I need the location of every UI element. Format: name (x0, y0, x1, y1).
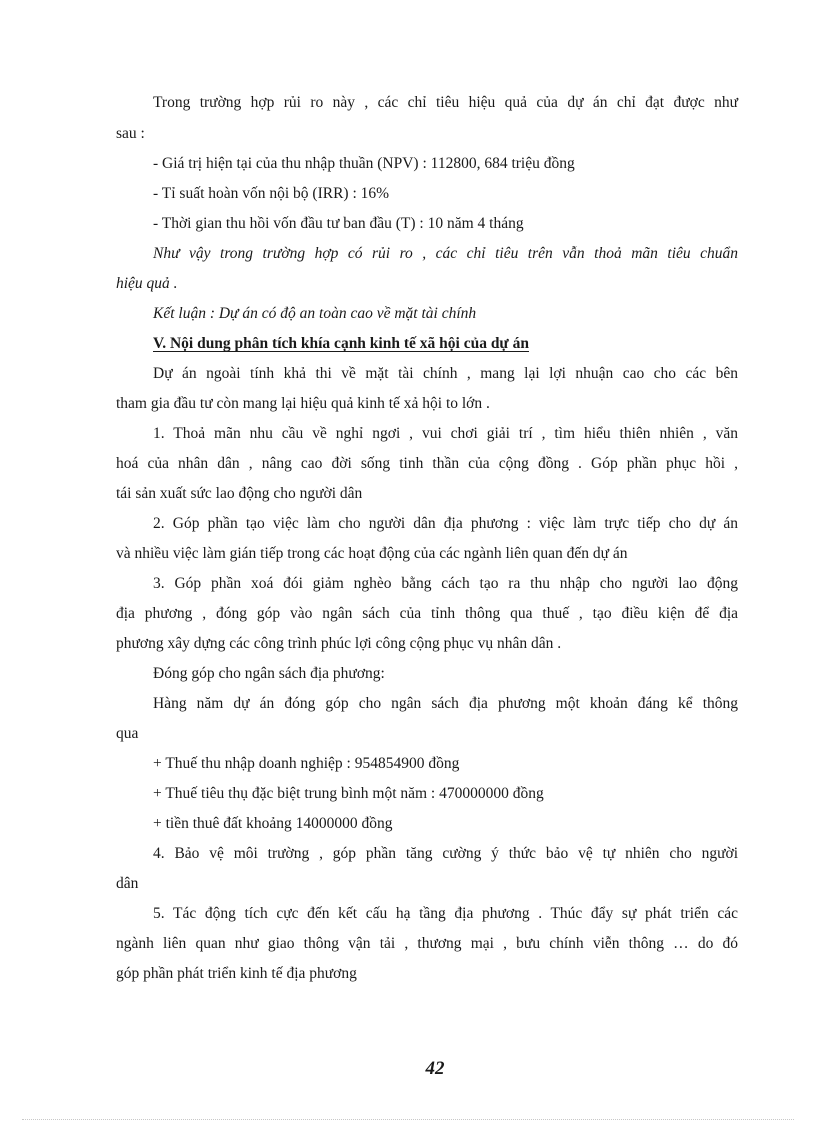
irr-bullet: - Tỉ suất hoàn vốn nội bộ (IRR) : 16% (153, 185, 390, 202)
item-3-line-3: phương xây dựng các công trình phúc lợi công cộng phục vụ nhân dân . (116, 635, 562, 652)
item-1-line-3: tái sản xuất sức lao động cho người dân (116, 485, 363, 502)
footer-divider (22, 1119, 794, 1120)
section-heading: V. Nội dung phân tích khía cạnh kinh tế xã hội của dự án (153, 335, 529, 352)
payback-bullet: - Thời gian thu hồi vốn đầu tư ban đầu (T) : 10 năm 4 tháng (153, 215, 524, 232)
item-4-line-1: 4. Bảo vệ môi trường , góp phần tăng cường ý thức bảo vệ tự nhiên cho người (153, 845, 738, 862)
excise-tax-item: + Thuế tiêu thụ đặc biệt trung bình một năm : 470000000 đồng (153, 785, 544, 802)
item-5-line-3: góp phần phát triển kinh tế địa phương (116, 965, 357, 982)
item-2-line-2: và nhiều việc làm gián tiếp trong các hoạt động của các ngành liên quan đến dự án (116, 545, 628, 562)
item-3-line-1: 3. Góp phần xoá đói giảm nghèo bằng cách tạo ra thu nhập cho người lao động (153, 575, 738, 592)
item-1-line-1: 1. Thoả mãn nhu cầu về nghỉ ngơi , vui chơi giải trí , tìm hiểu thiên nhiên , văn (153, 425, 738, 442)
item-5-line-1: 5. Tác động tích cực đến kết cấu hạ tầng địa phương . Thúc đẩy sự phát triển các (153, 905, 738, 922)
risk-intro-line-2: sau : (116, 125, 145, 142)
item-2-line-1: 2. Góp phần tạo việc làm cho người dân địa phương : việc làm trực tiếp cho dự án (153, 515, 738, 532)
financial-conclusion: Kết luận : Dự án có độ an toàn cao về mặt tài chính (153, 305, 477, 322)
item-5-line-2: ngành liên quan như giao thông vận tải , thương mại , bưu chính viễn thông … do đó (116, 935, 738, 952)
item-1-line-2: hoá của nhân dân , nâng cao đời sống tinh thần của cộng đồng . Góp phần phục hồi , (116, 455, 738, 472)
land-rent-item: + tiền thuê đất khoảng 14000000 đồng (153, 815, 393, 832)
item-4-line-2: dân (116, 875, 139, 892)
corporate-tax-item: + Thuế thu nhập doanh nghiệp : 954854900 đồng (153, 755, 460, 772)
budget-intro-line-1: Hàng năm dự án đóng góp cho ngân sách địa phương một khoản đáng kể thông (153, 695, 738, 712)
risk-conclusion-line-2: hiệu quả . (116, 275, 178, 292)
risk-conclusion-line-1: Như vậy trong trường hợp có rủi ro , các chỉ tiêu trên vẫn thoả mãn tiêu chuẩn (153, 245, 738, 262)
page-number: 42 (425, 1058, 445, 1079)
budget-heading: Đóng góp cho ngân sách địa phương: (153, 665, 385, 682)
risk-intro-line-1: Trong trường hợp rủi ro này , các chỉ tiêu hiệu quả của dự án chỉ đạt được như (153, 94, 738, 111)
item-3-line-2: địa phương , đóng góp vào ngân sách của tỉnh thông qua thuế , tạo điều kiện để địa (116, 605, 738, 622)
socio-intro-line-2: tham gia đầu tư còn mang lại hiệu quả kinh tế xả hội to lớn . (116, 395, 490, 412)
socio-intro-line-1: Dự án ngoài tính khả thi về mặt tài chính , mang lại lợi nhuận cao cho các bên (153, 365, 738, 382)
npv-bullet: - Giá trị hiện tại của thu nhập thuần (NPV) : 112800, 684 triệu đồng (153, 155, 575, 172)
budget-intro-line-2: qua (116, 725, 139, 742)
